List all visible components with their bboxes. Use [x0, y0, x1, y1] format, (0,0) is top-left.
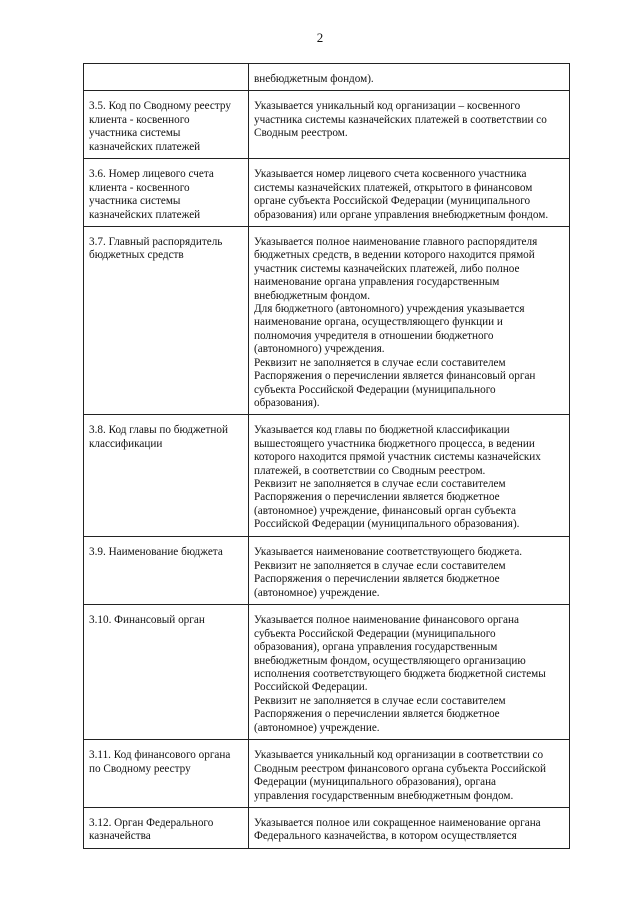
requisite-name-cell: 3.6. Номер лицевого счета клиента - косвенного участника системы казначейских платежей: [84, 159, 249, 227]
table-row: [84, 227, 570, 415]
requisite-name-cell: 3.11. Код финансового органа по Сводному реестру: [84, 740, 249, 808]
table-row: [84, 64, 570, 91]
requisite-name-cell: 3.8. Код главы по бюджетной классификации: [84, 415, 249, 537]
requisite-name-cell: 3.9. Наименование бюджета: [84, 537, 249, 605]
requisites-table: [83, 63, 570, 849]
requisite-description-cell: Указывается наименование соответствующего бюджета. Реквизит не заполняется в случае если составителем Распоряжения о перечислении является бюджетное (автономное) учреждение.: [249, 537, 570, 605]
requisite-description-cell: Указывается код главы по бюджетной классификации вышестоящего участника бюджетного процесса, в ведении которого находится прямой участник системы казначейских платежей, в соответствии со Сводным реестром. Реквизит не заполняется в случае если составителем Распоряжения о перечислении является бюджетное (автономное) учреждение, финансовый орган субъекта Российской Федерации (муниципального образования).: [249, 415, 570, 537]
table-row: [84, 159, 570, 227]
requisite-description-cell: Указывается полное наименование финансового органа субъекта Российской Федерации (муниципального образования), органа управления государственным внебюджетным фондом, осуществляющего организацию исполнения соответствующего бюджета бюджетной системы Российской Федерации. Реквизит не заполняется в случае если составителем Распоряжения о перечислении является бюджетное (автономное) учреждение.: [249, 605, 570, 740]
requisite-name-cell: 3.10. Финансовый орган: [84, 605, 249, 740]
table-row: [84, 605, 570, 740]
requisite-description-cell: Указывается уникальный код организации – косвенного участника системы казначейских платежей в соответствии со Сводным реестром.: [249, 91, 570, 159]
table-row: [84, 537, 570, 605]
requisite-description-cell: Указывается номер лицевого счета косвенного участника системы казначейских платежей, открытого в финансовом органе субъекта Российской Федерации (муниципального образования) или органе управления внебюджетным фондом.: [249, 159, 570, 227]
requisite-name-cell: [84, 64, 249, 91]
table-row: [84, 807, 570, 848]
requisite-name-cell: 3.12. Орган Федерального казначейства: [84, 807, 249, 848]
requisite-description-cell: внебюджетным фондом).: [249, 64, 570, 91]
page-number: 2: [316, 30, 324, 45]
requisite-name-cell: 3.7. Главный распорядитель бюджетных средств: [84, 227, 249, 415]
table-row: [84, 91, 570, 159]
requisite-description-cell: Указывается полное наименование главного распорядителя бюджетных средств, в ведении которого находится прямой участник системы казначейских платежей, либо полное наименование органа управления государственным внебюджетным фондом. Для бюджетного (автономного) учреждения указывается наименование органа, осуществляющего функции и полномочия учредителя в отношении бюджетного (автономного) учреждения. Реквизит не заполняется в случае если составителем Распоряжения о перечислении является финансовый орган субъекта Российской Федерации (муниципального образования).: [249, 227, 570, 415]
table-row: [84, 740, 570, 808]
table-row: [84, 415, 570, 537]
requisite-description-cell: Указывается уникальный код организации в соответствии со Сводным реестром финансового органа субъекта Российской Федерации (муниципального образования), органа управления государственным внебюджетным фондом.: [249, 740, 570, 808]
requisite-description-cell: Указывается полное или сокращенное наименование органа Федерального казначейства, в котором осуществляется: [249, 807, 570, 848]
requisite-name-cell: 3.5. Код по Сводному реестру клиента - косвенного участника системы казначейских платежей: [84, 91, 249, 159]
